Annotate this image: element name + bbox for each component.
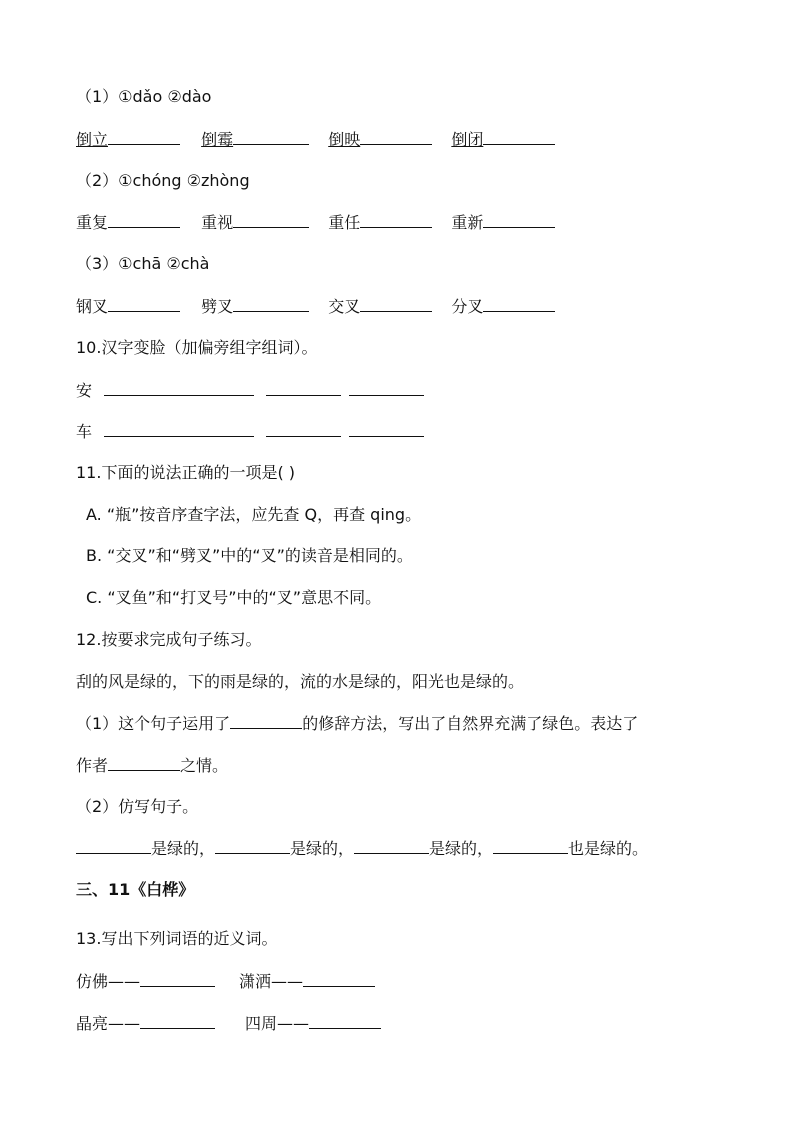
word: 倒映 xyxy=(328,130,361,149)
answer-blank[interactable] xyxy=(233,128,309,145)
answer-blank[interactable] xyxy=(76,837,151,854)
answer-blank[interactable] xyxy=(215,837,290,854)
word: 交叉 xyxy=(328,297,361,316)
q12-sub1-line1 xyxy=(76,712,638,735)
answer-blank[interactable] xyxy=(360,295,432,312)
word: 倒霉 xyxy=(201,130,234,149)
answer-blank[interactable] xyxy=(104,379,179,396)
answer-blank[interactable] xyxy=(233,211,309,228)
answer-blank[interactable] xyxy=(483,211,555,228)
section-title: 三、11《白桦》 xyxy=(76,880,195,899)
base-char: 车 xyxy=(76,422,93,441)
q13-row-2 xyxy=(76,1012,381,1035)
q10-row-1 xyxy=(76,379,424,402)
answer-blank[interactable] xyxy=(349,379,424,396)
text: 是绿的， xyxy=(429,839,494,858)
q9-part1-label: （1）①dǎo ②dào xyxy=(76,87,212,106)
answer-blank[interactable] xyxy=(140,970,215,987)
text: 作者 xyxy=(76,756,109,775)
q12-title: 12.按要求完成句子练习。 xyxy=(76,630,262,649)
q11-option-a[interactable]: A. “瓶”按音序查字法，应先查 Q，再查 qing。 xyxy=(86,505,422,524)
q9-part3-label: （3）①chā ②chà xyxy=(76,254,210,273)
word: 分叉 xyxy=(451,297,484,316)
q12-imitate-row xyxy=(76,837,648,860)
answer-blank[interactable] xyxy=(483,295,555,312)
answer-blank[interactable] xyxy=(108,754,180,771)
answer-blank[interactable] xyxy=(108,128,180,145)
answer-blank[interactable] xyxy=(233,295,309,312)
answer-blank[interactable] xyxy=(360,128,432,145)
text: 是绿的， xyxy=(151,839,216,858)
word: 潇洒—— xyxy=(239,972,304,991)
answer-blank[interactable] xyxy=(266,420,341,437)
q10-title: 10.汉字变脸（加偏旁组字组词）。 xyxy=(76,338,318,357)
answer-blank[interactable] xyxy=(309,1012,381,1029)
answer-blank[interactable] xyxy=(108,211,180,228)
q11-option-b[interactable]: B. “交叉”和“劈叉”中的“叉”的读音是相同的。 xyxy=(86,546,413,565)
q12-sub1-line2 xyxy=(76,754,228,777)
q9-part1-row xyxy=(76,128,555,151)
text: 是绿的， xyxy=(290,839,355,858)
answer-blank[interactable] xyxy=(230,712,302,729)
text: （1）这个句子运用了 xyxy=(76,714,231,733)
word: 倒立 xyxy=(76,130,109,149)
word: 晶亮—— xyxy=(76,1014,141,1033)
word: 重新 xyxy=(451,213,484,232)
text: 之情。 xyxy=(180,756,229,775)
answer-blank[interactable] xyxy=(104,420,179,437)
q9-part3-row xyxy=(76,295,555,318)
q11-title: 11.下面的说法正确的一项是( ) xyxy=(76,463,296,482)
word: 钢叉 xyxy=(76,297,109,316)
answer-blank[interactable] xyxy=(360,211,432,228)
answer-blank[interactable] xyxy=(140,1012,215,1029)
base-char: 安 xyxy=(76,381,93,400)
word: 四周—— xyxy=(245,1014,310,1033)
q9-part2-label: （2）①chóng ②zhòng xyxy=(76,171,250,190)
answer-blank[interactable] xyxy=(354,837,429,854)
word: 倒闭 xyxy=(451,130,484,149)
answer-blank[interactable] xyxy=(303,970,375,987)
q12-sentence: 刮的风是绿的，下的雨是绿的，流的水是绿的，阳光也是绿的。 xyxy=(76,672,525,691)
answer-blank[interactable] xyxy=(349,420,424,437)
text: 也是绿的。 xyxy=(568,839,649,858)
answer-blank[interactable] xyxy=(179,420,254,437)
word: 仿佛—— xyxy=(76,972,141,991)
answer-blank[interactable] xyxy=(493,837,568,854)
word: 重任 xyxy=(328,213,361,232)
word: 重复 xyxy=(76,213,109,232)
q9-part2-row xyxy=(76,211,555,234)
text: 的修辞方法，写出了自然界充满了绿色。表达了 xyxy=(302,714,639,733)
answer-blank[interactable] xyxy=(179,379,254,396)
answer-blank[interactable] xyxy=(483,128,555,145)
q12-sub2: （2）仿写句子。 xyxy=(76,797,199,816)
answer-blank[interactable] xyxy=(108,295,180,312)
q13-title: 13.写出下列词语的近义词。 xyxy=(76,929,278,948)
q11-option-c[interactable]: C. “叉鱼”和“打叉号”中的“叉”意思不同。 xyxy=(86,588,382,607)
q13-row-1 xyxy=(76,970,375,993)
answer-blank[interactable] xyxy=(266,379,341,396)
q10-row-2 xyxy=(76,420,424,443)
word: 劈叉 xyxy=(201,297,234,316)
word: 重视 xyxy=(201,213,234,232)
